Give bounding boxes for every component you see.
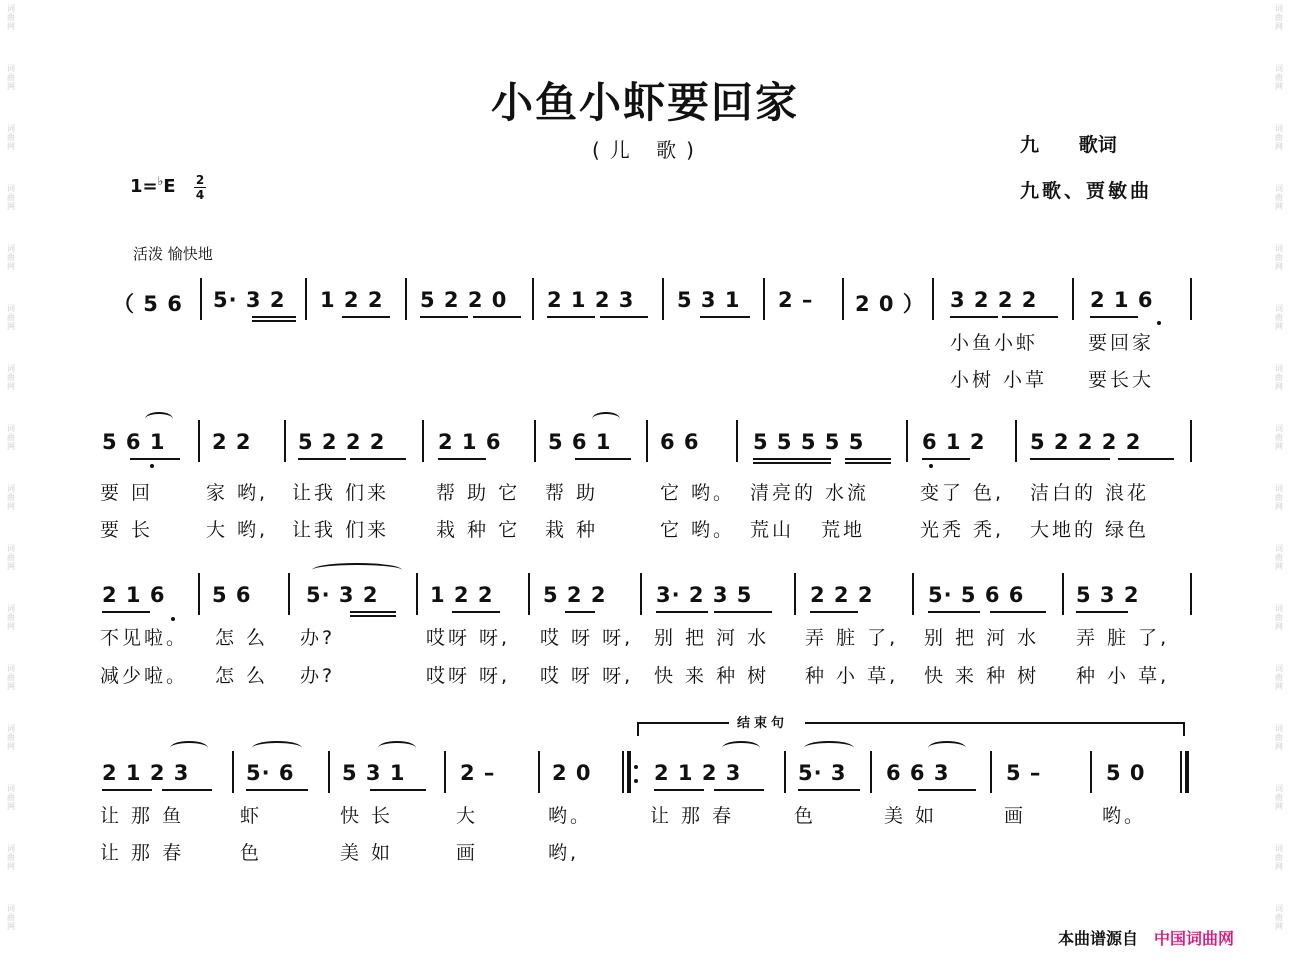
measure: 5· 6 <box>246 761 295 785</box>
lyric: 大地的 绿色 <box>1030 519 1150 541</box>
tempo-marking: 活泼 愉快地 <box>133 245 213 263</box>
lyric: 快 长 <box>340 805 394 827</box>
watermark-stamp: 词 曲 网 <box>7 124 15 151</box>
lyric: 不见啦。 <box>100 627 189 649</box>
measure: 5 0 <box>1106 761 1146 785</box>
lyric: 哟。 <box>1102 805 1147 827</box>
coda-label: 结束句 <box>737 716 789 731</box>
lyrics-verse-2 <box>0 838 1290 862</box>
lyric: 色 <box>240 842 263 864</box>
lyrics-verse-1 <box>0 623 1290 647</box>
lyric: 哟。 <box>548 805 593 827</box>
measure: 1 2 2 <box>320 288 384 312</box>
measure: 6 6 3 <box>886 761 950 785</box>
measure: 6 1 2 <box>922 430 986 454</box>
watermark-stamp: 词 曲 网 <box>1275 184 1283 211</box>
lyric: 弄 脏 了, <box>1076 627 1170 649</box>
lyric: 帮 助 <box>545 482 599 504</box>
lyric: 怎 么 <box>215 627 269 649</box>
watermark-stamp: 词 曲 网 <box>7 724 15 751</box>
measure: 5 3 1 <box>677 288 741 312</box>
measure: 5· 3 2 <box>306 583 379 607</box>
measure: 2 – <box>778 288 814 312</box>
measure: 5· 3 <box>798 761 847 785</box>
notes-line-2 <box>0 430 1290 460</box>
lyric: 大 哟, <box>206 519 269 541</box>
time-signature <box>194 174 206 201</box>
measure: 2 2 <box>212 430 252 454</box>
watermark-stamp: 词 曲 网 <box>1275 604 1283 631</box>
lyric: 它 哟。 <box>660 519 736 541</box>
lyric: 栽 种 <box>545 519 599 541</box>
lyric: 让 那 鱼 <box>100 805 185 827</box>
key-signature <box>130 176 176 197</box>
lyric: 种 小 草, <box>1076 665 1170 687</box>
measure: 2 1 6 <box>1090 288 1154 312</box>
lyric: 种 小 草, <box>805 665 899 687</box>
watermark-stamp: 词 曲 网 <box>7 184 15 211</box>
lyric: 虾 <box>240 805 263 827</box>
watermark-stamp: 词 曲 网 <box>1275 244 1283 271</box>
notes-line-4 <box>0 761 1290 791</box>
measure: 5 2 2 2 2 <box>1030 430 1142 454</box>
lyric: 光秃 秃, <box>920 519 1005 541</box>
lyric: 画 <box>456 842 479 864</box>
lyric: 清亮的 水流 <box>750 482 870 504</box>
lyric: 美 如 <box>340 842 394 864</box>
lyric: 快 来 种 树 <box>924 665 1040 687</box>
measure: 5 6 1 <box>102 430 166 454</box>
lyric: 变了 色, <box>920 482 1005 504</box>
lyric: 画 <box>1004 805 1027 827</box>
lyrics-verse-2 <box>0 365 1290 389</box>
lyric: 办? <box>300 627 336 649</box>
lyric: 小鱼小虾 <box>950 332 1039 354</box>
lyric: 帮 助 它 <box>436 482 521 504</box>
measure: 5 – <box>1006 761 1042 785</box>
source-label: 本曲谱源自 <box>1058 929 1139 948</box>
measure: 2 2 2 <box>810 583 874 607</box>
watermark-stamp: 词 曲 网 <box>7 544 15 571</box>
watermark-stamp: 词 曲 网 <box>7 484 15 511</box>
measure: 5 2 2 <box>543 583 607 607</box>
lyric: 荒山 荒地 <box>750 519 866 541</box>
lyric: 哎 呀 呀, <box>540 665 634 687</box>
watermark-stamp: 词 曲 网 <box>1275 484 1283 511</box>
watermark-stamp: 词 曲 网 <box>1275 304 1283 331</box>
measure: 5· 5 6 6 <box>928 583 1025 607</box>
watermark-stamp: 词 曲 网 <box>7 4 15 31</box>
watermark-stamp: 词 曲 网 <box>1275 124 1283 151</box>
measure: 5 3 2 <box>1076 583 1140 607</box>
measure: 3 2 2 2 <box>950 288 1038 312</box>
lyric: 它 哟。 <box>660 482 736 504</box>
time-signature-bottom: 4 <box>195 188 205 202</box>
watermark-stamp: 词 曲 网 <box>1275 4 1283 31</box>
lyric: 哎 呀 呀, <box>540 627 634 649</box>
measure: 2 1 2 3 <box>102 761 190 785</box>
lyric: 办? <box>300 665 336 687</box>
lyrics-verse-2 <box>0 661 1290 685</box>
coda-bracket <box>637 712 1185 732</box>
measure: 5 3 1 <box>342 761 406 785</box>
watermark-stamp: 词 曲 网 <box>7 364 15 391</box>
lyric: 减少啦。 <box>100 665 189 687</box>
watermark-stamp: 词 曲 网 <box>1275 724 1283 751</box>
key-note: E <box>163 176 176 197</box>
watermark-stamp: 词 曲 网 <box>1275 64 1283 91</box>
watermark-stamp: 词 曲 网 <box>1275 904 1283 931</box>
measure: 2 1 2 3 <box>654 761 742 785</box>
watermark-stamp: 词 曲 网 <box>1275 664 1283 691</box>
measure: 5 5 5 5 5 <box>753 430 865 454</box>
watermark-stamp: 词 曲 网 <box>7 604 15 631</box>
lyric: 让我 们来 <box>292 519 390 541</box>
key-prefix: 1= <box>130 176 158 197</box>
watermark-stamp: 词 曲 网 <box>7 664 15 691</box>
measure: 2 0 <box>552 761 592 785</box>
measure: 6 6 <box>660 430 700 454</box>
source-credit <box>1058 926 1234 949</box>
watermark-stamp: 词 曲 网 <box>7 244 15 271</box>
lyric: 要回家 <box>1088 332 1155 354</box>
lyric: 色 <box>794 805 817 827</box>
measure: 2 1 6 <box>102 583 166 607</box>
lyrics-verse-1 <box>0 478 1290 502</box>
flat-icon: ♭ <box>157 174 164 188</box>
notes-line-1 <box>0 288 1290 318</box>
measure: 3· 2 3 5 <box>656 583 753 607</box>
lyrics-verse-2 <box>0 515 1290 539</box>
watermark-stamp: 词 曲 网 <box>1275 424 1283 451</box>
lyric: 别 把 河 水 <box>654 627 770 649</box>
watermark-stamp: 词 曲 网 <box>1275 784 1283 811</box>
lyric: 要 回 <box>100 482 154 504</box>
lyric: 快 来 种 树 <box>654 665 770 687</box>
measure: 5 2 2 2 <box>298 430 386 454</box>
watermark-stamp: 词 曲 网 <box>1275 844 1283 871</box>
lyric: 要 长 <box>100 519 154 541</box>
watermark-stamp: 词 曲 网 <box>7 64 15 91</box>
lyrics-verse-1 <box>0 328 1290 352</box>
watermark-stamp: 词 曲 网 <box>7 844 15 871</box>
lyric: 大 <box>456 805 479 827</box>
lyric: 小树 小草 <box>950 369 1048 391</box>
lyric: 让 那 春 <box>650 805 735 827</box>
measure: 2 1 6 <box>438 430 502 454</box>
watermark-stamp: 词 曲 网 <box>7 424 15 451</box>
song-title: 小鱼小虾要回家 <box>490 78 799 127</box>
lyrics-verse-1 <box>0 801 1290 825</box>
lyric: 哎呀 呀, <box>426 665 511 687</box>
measure: 5· 3 2 <box>213 288 286 312</box>
lyric: 洁白的 浪花 <box>1030 482 1150 504</box>
lyric: 要长大 <box>1088 369 1155 391</box>
lyric: 家 哟, <box>206 482 269 504</box>
measure: 5 2 2 0 <box>420 288 508 312</box>
measure: （ 5 6 <box>113 292 183 316</box>
lyric: 让 那 春 <box>100 842 185 864</box>
lyric: 哟, <box>548 842 580 864</box>
measure: 2 0 ） <box>855 292 925 316</box>
watermark-stamp: 词 曲 网 <box>7 304 15 331</box>
lyricist-credit: 九 歌词 <box>1020 134 1117 156</box>
measure: 5 6 1 <box>548 430 612 454</box>
source-site-link[interactable]: 中国词曲网 <box>1154 929 1235 948</box>
composer-credit: 九歌、贾敏曲 <box>1020 180 1153 202</box>
lyric: 别 把 河 水 <box>924 627 1040 649</box>
measure: 2 – <box>460 761 496 785</box>
watermark-stamp: 词 曲 网 <box>7 904 15 931</box>
lyric: 哎呀 呀, <box>426 627 511 649</box>
lyric: 怎 么 <box>215 665 269 687</box>
measure: 1 2 2 <box>430 583 494 607</box>
lyric: 弄 脏 了, <box>805 627 899 649</box>
lyric: 让我 们来 <box>292 482 390 504</box>
notes-line-3 <box>0 583 1290 613</box>
watermark-stamp: 词 曲 网 <box>7 784 15 811</box>
lyric: 栽 种 它 <box>436 519 521 541</box>
song-subtitle: (儿 歌) <box>592 138 704 162</box>
watermark-stamp: 词 曲 网 <box>1275 364 1283 391</box>
watermark-stamp: 词 曲 网 <box>1275 544 1283 571</box>
measure: 5 6 <box>212 583 252 607</box>
lyric: 美 如 <box>884 805 938 827</box>
time-signature-top: 2 <box>195 173 205 187</box>
measure: 2 1 2 3 <box>547 288 635 312</box>
